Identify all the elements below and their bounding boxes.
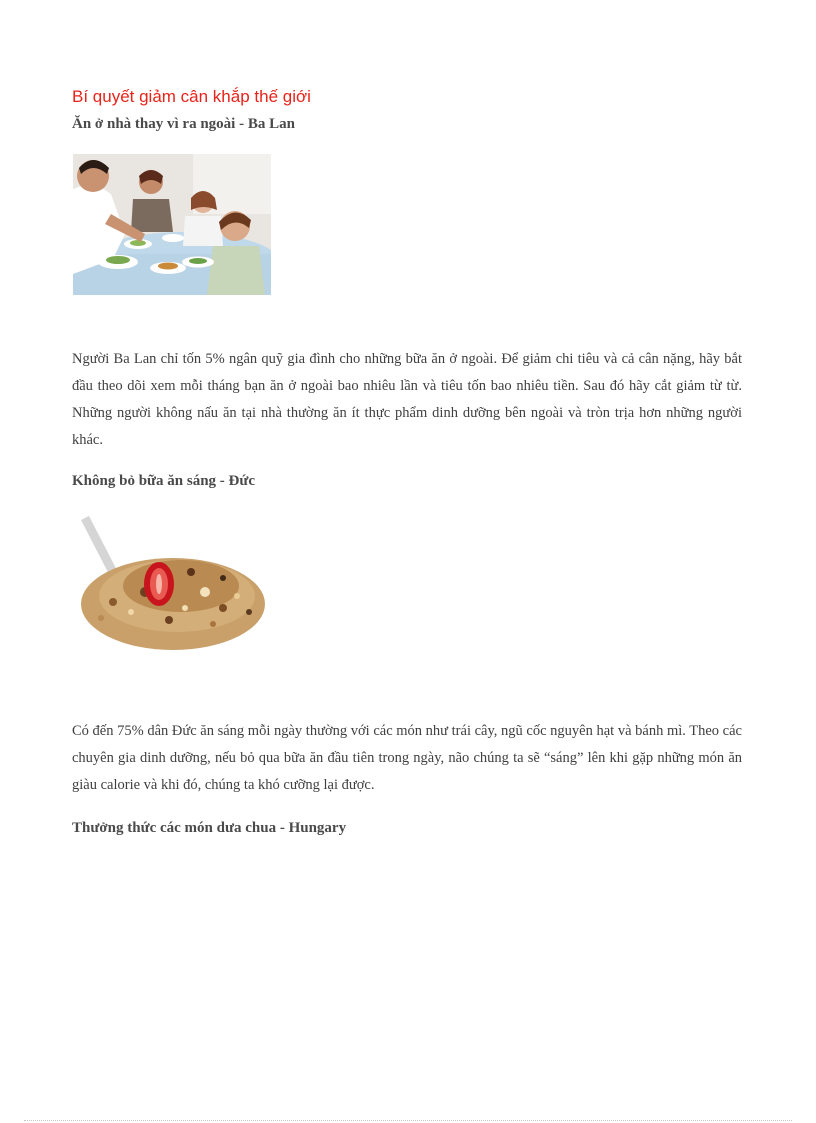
page-bottom-divider bbox=[24, 1120, 792, 1121]
article-title: Bí quyết giảm cân khắp thế giới bbox=[72, 87, 311, 106]
family-dinner-photo bbox=[73, 154, 271, 295]
section-heading-germany: Không bỏ bữa ăn sáng - Đức bbox=[72, 473, 256, 489]
section-heading-poland: Ăn ở nhà thay vì ra ngoài - Ba Lan bbox=[72, 116, 295, 132]
section-paragraph-germany: Có đến 75% dân Đức ăn sáng mỗi ngày thường với các món như trái cây, ngũ cốc nguyên hạt và bánh mì. Theo các chuyên gia dinh dưỡng, nếu bỏ qua bữa ăn đầu tiên trong ngày, não chúng ta sẽ “sáng” lên khi gặp những món ăn giàu calorie và khi đó, chúng ta khó cưỡng lại được. bbox=[72, 723, 742, 793]
muesli-photo bbox=[73, 512, 271, 668]
section-paragraph-poland: Người Ba Lan chỉ tốn 5% ngân quỹ gia đình cho những bữa ăn ở ngoài. Để giảm chi tiêu và cả cân nặng, hãy bắt đầu theo dõi xem mỗi tháng bạn ăn ở ngoài bao nhiêu lần và tiêu tốn bao nhiêu tiền. Sau đó hãy cắt giảm từ từ. Những người không nấu ăn tại nhà thường ăn ít thực phẩm dinh dưỡng bên ngoài và tròn trịa hơn những người khác. bbox=[72, 351, 742, 448]
section-heading-hungary: Thưởng thức các món dưa chua - Hungary bbox=[72, 820, 347, 836]
